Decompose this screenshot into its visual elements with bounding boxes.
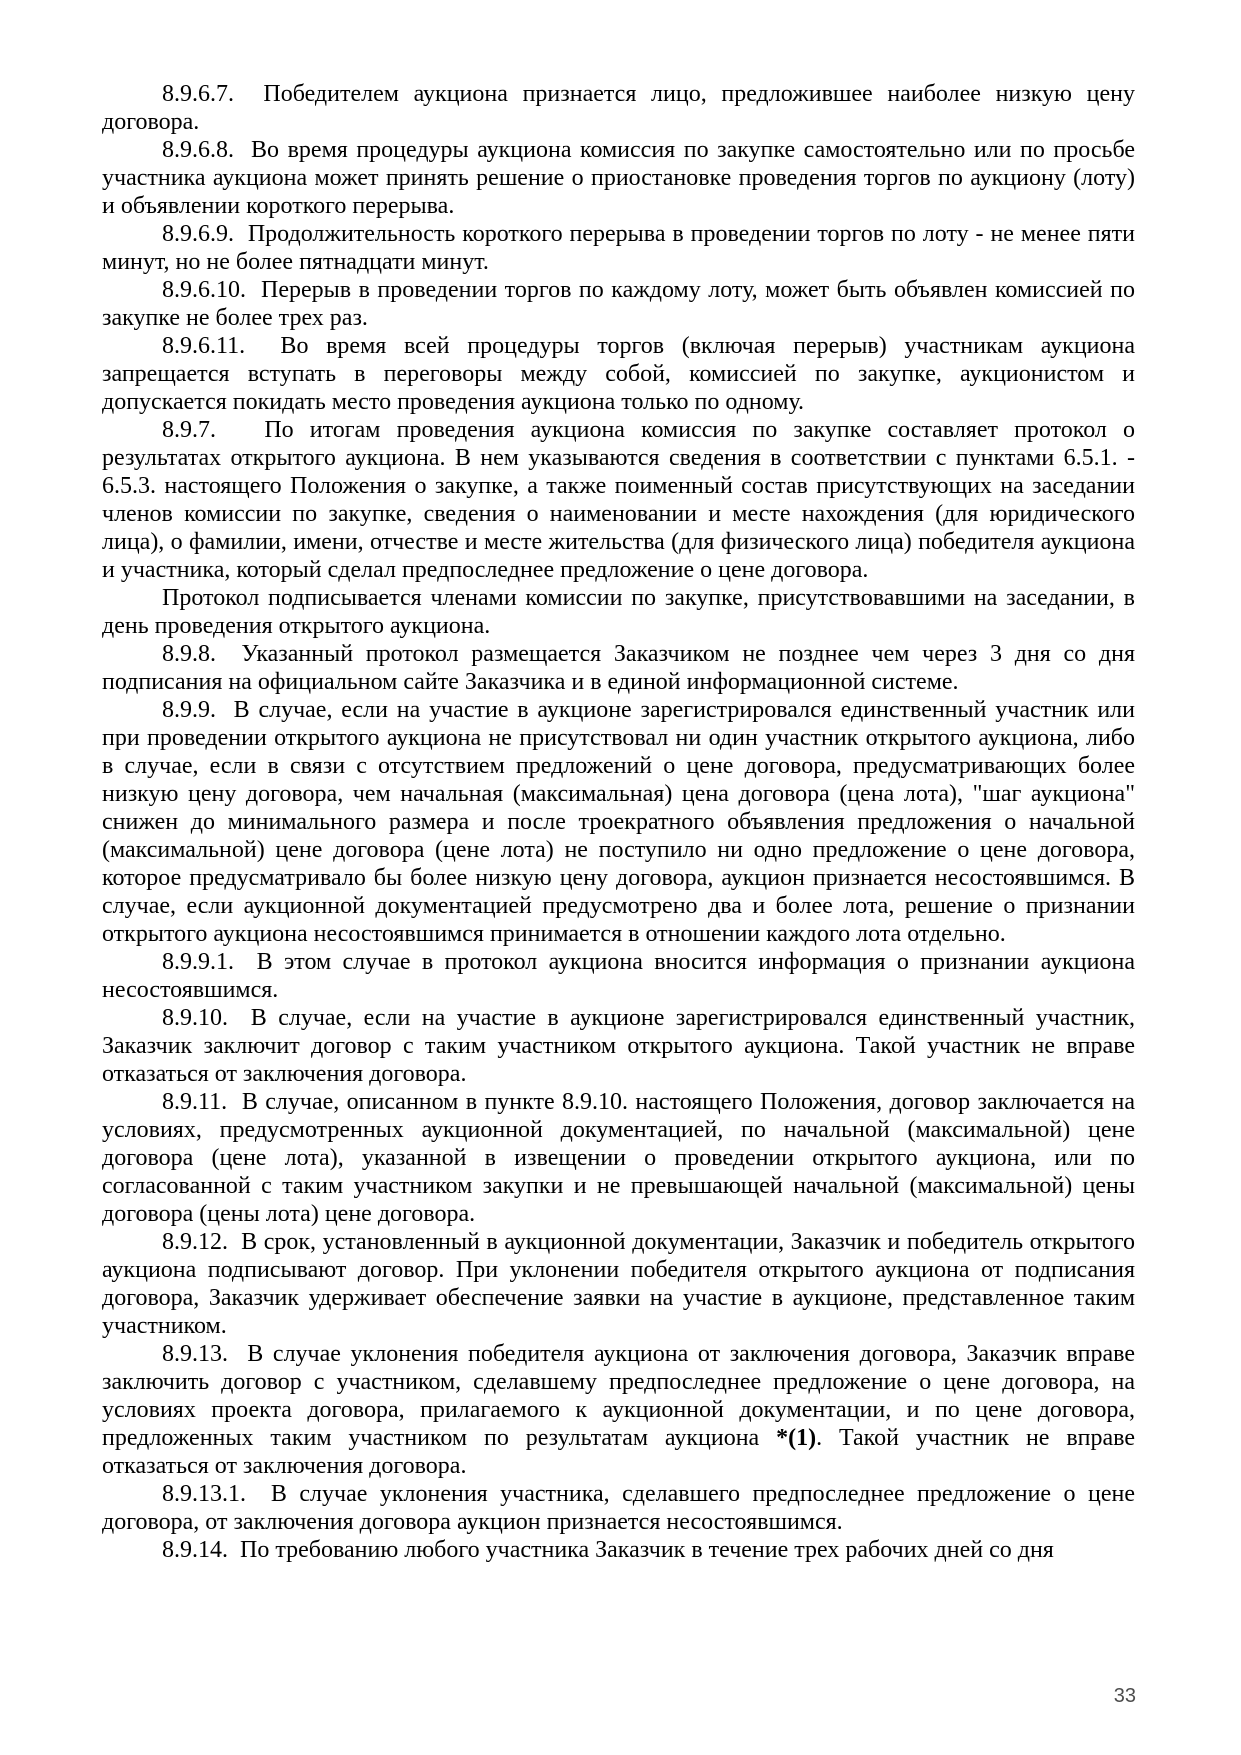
paragraph-text: 8.9.10. В случае, если на участие в аукционе зарегистрировался единственный участник, Заказчик заключит договор с таким участником открытого аукциона. Такой участник не вправе отказаться от заключения договора. [102,1005,1135,1087]
paragraph [102,1340,1135,1480]
paragraph [102,1480,1135,1536]
paragraph-text: 8.9.6.10. Перерыв в проведении торгов по каждому лоту, может быть объявлен комиссией по закупке не более трех раз. [102,277,1135,331]
paragraph-text: 8.9.9.1. В этом случае в протокол аукциона вносится информация о признании аукциона несостоявшимся. [102,949,1135,1003]
paragraph [102,80,1135,136]
paragraph-text: 8.9.9. В случае, если на участие в аукционе зарегистрировался единственный участник или при проведении открытого аукциона не присутствовал ни один участник открытого аукциона, либо в случае, если в связи с отсутствием предложений о цене договора, предусматривающих более низкую цену договора, чем начальная (максимальная) цена договора (цена лота), "шаг аукциона" снижен до минимального размера и после троекратного объявления предложения о начальной (максимальной) цене договора (цене лота) не поступило ни одно предложение о цене договора, которое предусматривало бы более низкую цену договора, аукцион признается несостоявшимся. В случае, если аукционной документацией предусмотрено два и более лота, решение о признании открытого аукциона несостоявшимся принимается в отношении каждого лота отдельно. [102,697,1135,947]
paragraph-text: 8.9.8. Указанный протокол размещается Заказчиком не позднее чем через 3 дня со дня подписания на официальном сайте Заказчика и в единой информационной системе. [102,641,1135,695]
paragraph-text: 8.9.7. По итогам проведения аукциона комиссия по закупке составляет протокол о результатах открытого аукциона. В нем указываются сведения в соответствии с пунктами 6.5.1. - 6.5.3. настоящего Положения о закупке, а также поименный состав присутствующих на заседании членов комиссии по закупке, сведения о наименовании и месте нахождения (для юридического лица), о фамилии, имени, отчестве и месте жительства (для физического лица) победителя аукциона и участника, который сделал предпоследнее предложение о цене договора. [102,417,1135,583]
paragraph [102,416,1135,584]
page-number: 33 [1113,1685,1136,1707]
paragraph [102,332,1135,416]
paragraph-text: 8.9.13. В случае уклонения победителя аукциона от заключения договора, Заказчик вправе заключить договор с участником, сделавшему предпоследнее предложение о цене договора, на условиях проекта договора, прилагаемого к аукционной документации, и по цене договора, предложенных таким участником по результатам аукциона [102,1341,1135,1451]
paragraph [102,948,1135,1004]
paragraph-text: 8.9.6.7. Победителем аукциона признается лицо, предложившее наиболее низкую цену договора. [102,81,1135,135]
document-body [102,80,1135,1564]
paragraph-text: 8.9.6.8. Во время процедуры аукциона комиссия по закупке самостоятельно или по просьбе участника аукциона может принять решение о приостановке проведения торгов по аукциону (лоту) и объявлении короткого перерыва. [102,137,1135,219]
paragraph-text: 8.9.14. По требованию любого участника Заказчик в течение трех рабочих дней со дня [162,1537,1054,1563]
paragraph [102,1536,1135,1564]
paragraph-text: Протокол подписывается членами комиссии по закупке, присутствовавшими на заседании, в день проведения открытого аукциона. [102,585,1135,639]
paragraph [102,276,1135,332]
paragraph [102,1004,1135,1088]
paragraph [102,136,1135,220]
paragraph [102,1088,1135,1228]
paragraph-text: 8.9.6.11. Во время всей процедуры торгов (включая перерыв) участникам аукциона запрещается вступать в переговоры между собой, комиссией по закупке, аукционистом и допускается покидать место проведения аукциона только по одному. [102,333,1135,415]
paragraph [102,584,1135,640]
paragraph [102,1228,1135,1340]
paragraph [102,640,1135,696]
paragraph-text-bold: *(1) [776,1425,817,1451]
paragraph [102,220,1135,276]
paragraph-text: 8.9.6.9. Продолжительность короткого перерыва в проведении торгов по лоту - не менее пяти минут, но не более пятнадцати минут. [102,221,1135,275]
paragraph [102,696,1135,948]
paragraph-text: . Такой участник не вправе отказаться от заключения договора. [102,1425,1135,1479]
paragraph-text: 8.9.11. В случае, описанном в пункте 8.9.10. настоящего Положения, договор заключается на условиях, предусмотренных аукционной документацией, по начальной (максимальной) цене договора (цене лота), указанной в извещении о проведении открытого аукциона, или по согласованной с таким участником закупки и не превышающей начальной (максимальной) цены договора (цены лота) цене договора. [102,1089,1135,1227]
paragraph-text: 8.9.13.1. В случае уклонения участника, сделавшего предпоследнее предложение о цене договора, от заключения договора аукцион признается несостоявшимся. [102,1481,1135,1535]
paragraph-text: 8.9.12. В срок, установленный в аукционной документации, Заказчик и победитель открытого аукциона подписывают договор. При уклонении победителя открытого аукциона от подписания договора, Заказчик удерживает обеспечение заявки на участие в аукционе, представленное таким участником. [102,1229,1135,1339]
